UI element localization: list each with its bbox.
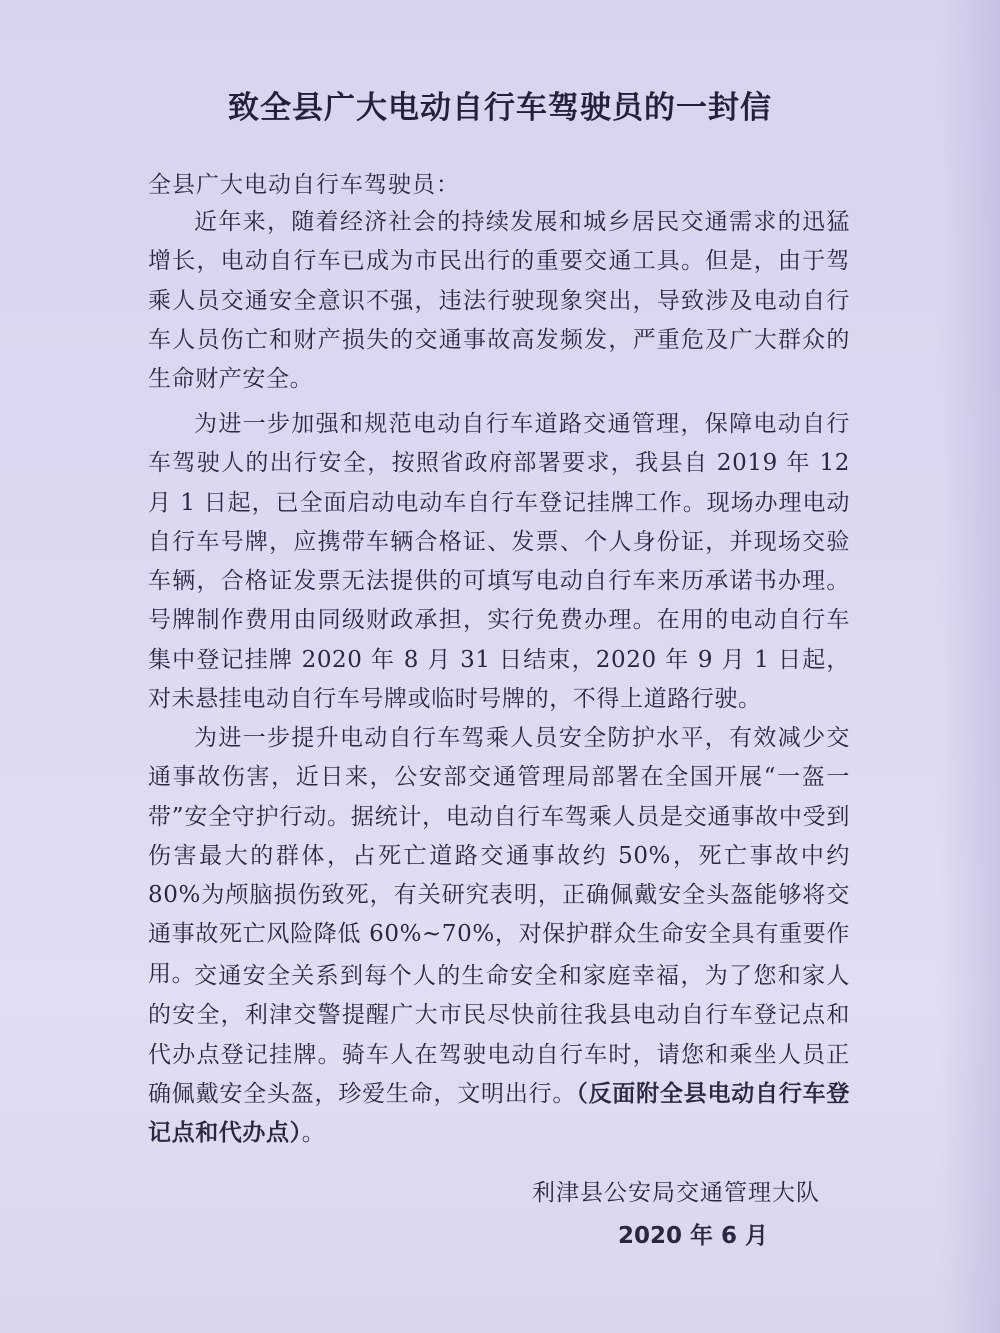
paragraph-helmet-campaign: 为进一步提升电动自行车驾乘人员安全防护水平，有效减少交通事故伤害，近日来，公安部交通管理局部署在全国开展“一盔一带”安全守护行动。据统计，电动自行车驾乘人员是交通事故中受到伤害最大的群体，占死亡道路交通事故约 50%，死亡事故中约 80%为颅脑损伤致死，有关研究表明，正确佩戴安全头盔能够将交通事故死亡风险降低 60%~70%，对保护群众生命安全具有重要作用。: [148, 725, 850, 987]
page-shadow: [940, 0, 1000, 1333]
letter-title: 致全县广大电动自行车驾驶员的一封信: [228, 90, 772, 126]
reminder-note-bold: （反面附全县电动自行车登记点和代办点）: [148, 1080, 850, 1147]
salutation: 全县广大电动自行车驾驶员：: [148, 172, 460, 198]
paragraph-reminder: [148, 957, 850, 1153]
signature-date: 2020 年 6 月: [618, 1223, 769, 1249]
paragraph-registration: 为进一步加强和规范电动自行车道路交通管理，保障电动自行车驾驶人的出行安全，按照省政府部署要求，我县自 2019 年 12 月 1 日起，已全面启动电动车自行车登记挂牌工作。现场办理电动自行车号牌，应携带车辆合格证、发票、个人身份证，并现场交验车辆，合格证发票无法提供的可填写电动自行车来历承诺书办理。号牌制作费用由同级财政承担，实行免费办理。在用的电动自行车集中登记挂牌 2020 年 8 月 31 日结束，2020 年 9 月 1 日起，对未悬挂电动自行车号牌或临时号牌的，不得上道路行驶。: [148, 411, 850, 713]
paragraph-background: 近年来，随着经济社会的持续发展和城乡居民交通需求的迅猛增长，电动自行车已成为市民出行的重要交通工具。但是，由于驾乘人员交通安全意识不强，违法行驶现象突出，导致涉及电动自行车人员伤亡和财产损失的交通事故高发频发，严重危及广大群众的生命财产安全。: [148, 209, 850, 393]
signature-organization: 利津县公安局交通管理大队: [532, 1180, 820, 1206]
reminder-text: 交通安全关系到每个人的生命安全和家庭幸福，为了您和家人的安全，利津交警提醒广大市民尽快前往我县电动自行车登记点和代办点登记挂牌。骑车人在驾驶电动自行车时，请您和乘坐人员正确佩戴安全头盔，珍爱生命，文明出行。: [148, 963, 850, 1107]
reminder-end: 。: [301, 1120, 326, 1147]
